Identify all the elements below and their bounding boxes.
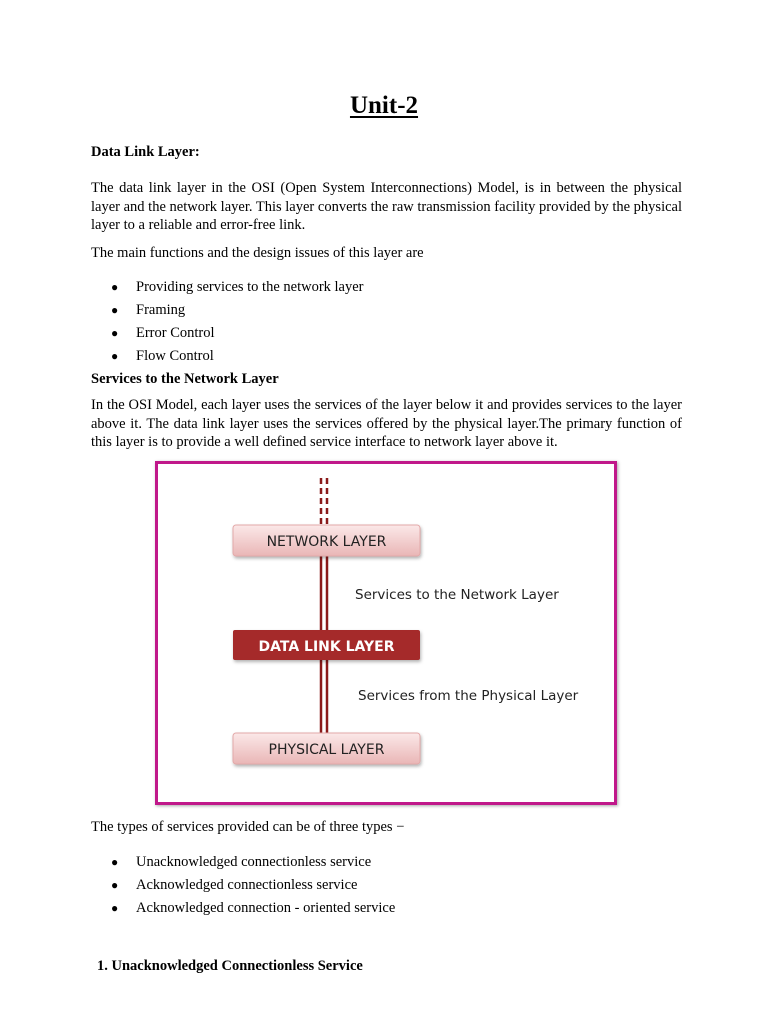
osi-layers-figure [155,461,617,805]
bullet-icon: ● [111,303,119,317]
list-item: ● Unacknowledged connectionless service [111,851,395,874]
network-layer-box [233,525,420,556]
list-item: ● Flow Control [111,345,364,368]
section-heading: Data Link Layer: [91,144,200,160]
physical-layer-label: PHYSICAL LAYER [268,742,385,758]
bullet-icon: ● [111,349,119,363]
list-item: ● Providing services to the network layer [111,276,364,299]
services-to-network-label: Services to the Network Layer [355,587,559,603]
numbered-heading: 1. Unacknowledged Connectionless Service [97,958,363,974]
layers-diagram [158,464,614,802]
functions-intro: The main functions and the design issues of this layer are [91,245,424,261]
list-item: ● Error Control [111,322,364,345]
page-title: Unit-2 [349,92,419,119]
bullet-icon: ● [111,326,119,340]
bullet-icon: ● [111,878,119,892]
list-item: ● Framing [111,299,364,322]
physical-layer-box [233,733,420,764]
bullet-icon: ● [111,901,119,915]
types-intro: The types of services provided can be of three types − [91,819,405,835]
bullet-icon: ● [111,855,119,869]
services-heading: Services to the Network Layer [91,371,279,387]
functions-list [111,276,364,368]
service-types-list [111,851,395,920]
data-link-layer-label: DATA LINK LAYER [258,639,395,655]
intro-paragraph: The data link layer in the OSI (Open System Interconnections) Model, is in between the physical layer and the network layer. This layer converts the raw transmission facility provided by the physical layer to a reliable and error-free link. [91,180,682,233]
services-paragraph: In the OSI Model, each layer uses the services of the layer below it and provides services to the layer above it. The data link layer uses the services offered by the physical layer.The primary function of this layer is to provide a well defined service interface to network layer above it. [91,397,682,450]
list-item: ● Acknowledged connection - oriented service [111,897,395,920]
bullet-icon: ● [111,280,119,294]
list-item: ● Acknowledged connectionless service [111,874,395,897]
services-from-physical-label: Services from the Physical Layer [358,688,579,704]
data-link-layer-box [233,630,420,660]
network-layer-label: NETWORK LAYER [266,534,387,550]
